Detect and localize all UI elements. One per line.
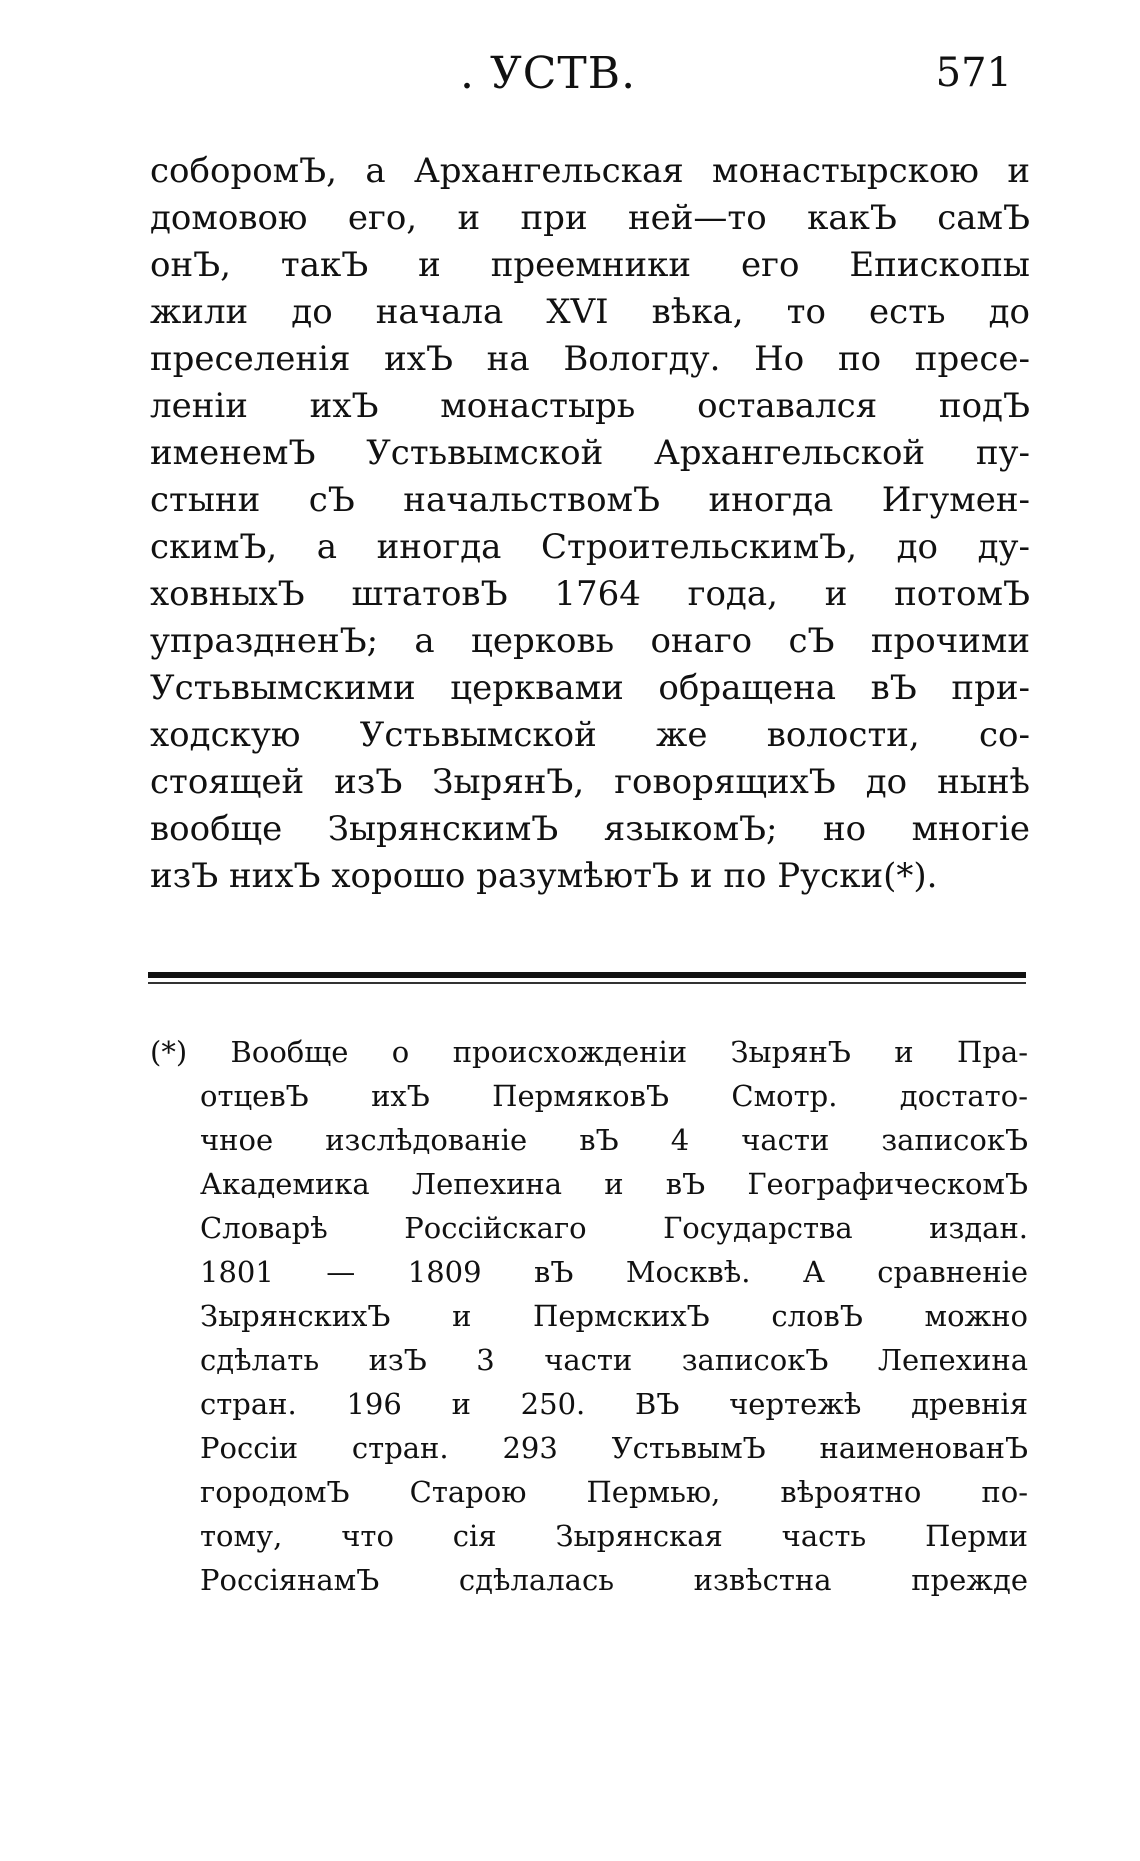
footnote-line: отцевЪ ихЪ ПермяковЪ Смотр. достато- xyxy=(200,1079,1028,1113)
footnote-line: РоссіянамЪ сдѣлалась извѣстна прежде xyxy=(200,1563,1028,1597)
text-line: ховныхЪ штатовЪ 1764 года, и потомЪ xyxy=(150,574,1030,614)
footnote-line: сдѣлать изЪ 3 части записокЪ Лепехина xyxy=(200,1343,1028,1377)
running-head: . УСТВ. xyxy=(460,48,637,99)
main-text-block xyxy=(150,148,1030,900)
text-line: жили до начала XVI вѣка, то есть до xyxy=(150,292,1030,332)
footnote-line: стран. 196 и 250. ВЪ чертежѣ древнія xyxy=(200,1387,1028,1421)
page-header xyxy=(150,40,1020,120)
text-line: упраздненЪ; а церковь онаго сЪ прочими xyxy=(150,621,1030,661)
footnote-line: Академика Лепехина и вЪ ГеографическомЪ xyxy=(200,1167,1028,1201)
text-line: изЪ нихЪ хорошо разумѣютЪ и по Руски(*). xyxy=(150,856,938,896)
text-line: именемЪ Устьвымской Архангельской пу- xyxy=(150,433,1030,473)
text-line: скимЪ, а иногда СтроительскимЪ, до ду- xyxy=(150,527,1030,567)
text-line: леніи ихЪ монастырь оставался подЪ xyxy=(150,386,1030,426)
text-line: стыни сЪ начальствомЪ иногда Игумен- xyxy=(150,480,1030,520)
footnote-line: 1801 — 1809 вЪ Москвѣ. А сравненіе xyxy=(200,1255,1028,1289)
footnote-line: (*) Вообще о происхожденіи ЗырянЪ и Пра- xyxy=(150,1035,1028,1069)
footnote-line: городомЪ Старою Пермью, вѣроятно по- xyxy=(200,1475,1028,1509)
text-line: стоящей изЪ ЗырянЪ, говорящихЪ до нынѣ xyxy=(150,762,1030,802)
text-line: домовою его, и при ней—то какЪ самЪ xyxy=(150,198,1030,238)
footnote-separator-rule-thin xyxy=(148,982,1026,984)
text-line: ходскую Устьвымской же волости, со- xyxy=(150,715,1030,755)
text-line: онЪ, такЪ и преемники его Епископы xyxy=(150,245,1030,285)
page-number: 571 xyxy=(935,50,1012,96)
text-line: вообще ЗырянскимЪ языкомЪ; но многіе xyxy=(150,809,1030,849)
footnote-line: Россіи стран. 293 УстьвымЪ наименованЪ xyxy=(200,1431,1028,1465)
text-line: Устьвымскими церквами обращена вЪ при- xyxy=(150,668,1030,708)
footnote-line: ЗырянскихЪ и ПермскихЪ словЪ можно xyxy=(200,1299,1028,1333)
footnote-line: Словарѣ Россійскаго Государства издан. xyxy=(200,1211,1028,1245)
text-line: преселенія ихЪ на Вологду. Но по пресе- xyxy=(150,339,1030,379)
footnote-line: чное изслѣдованіе вЪ 4 части записокЪ xyxy=(200,1123,1028,1157)
footnote-block xyxy=(150,1030,1028,1602)
footnote-line: тому, что сія Зырянская часть Перми xyxy=(200,1519,1028,1553)
text-line: соборомЪ, а Архангельская монастырскою и xyxy=(150,151,1030,191)
footnote-separator-rule xyxy=(148,972,1026,978)
